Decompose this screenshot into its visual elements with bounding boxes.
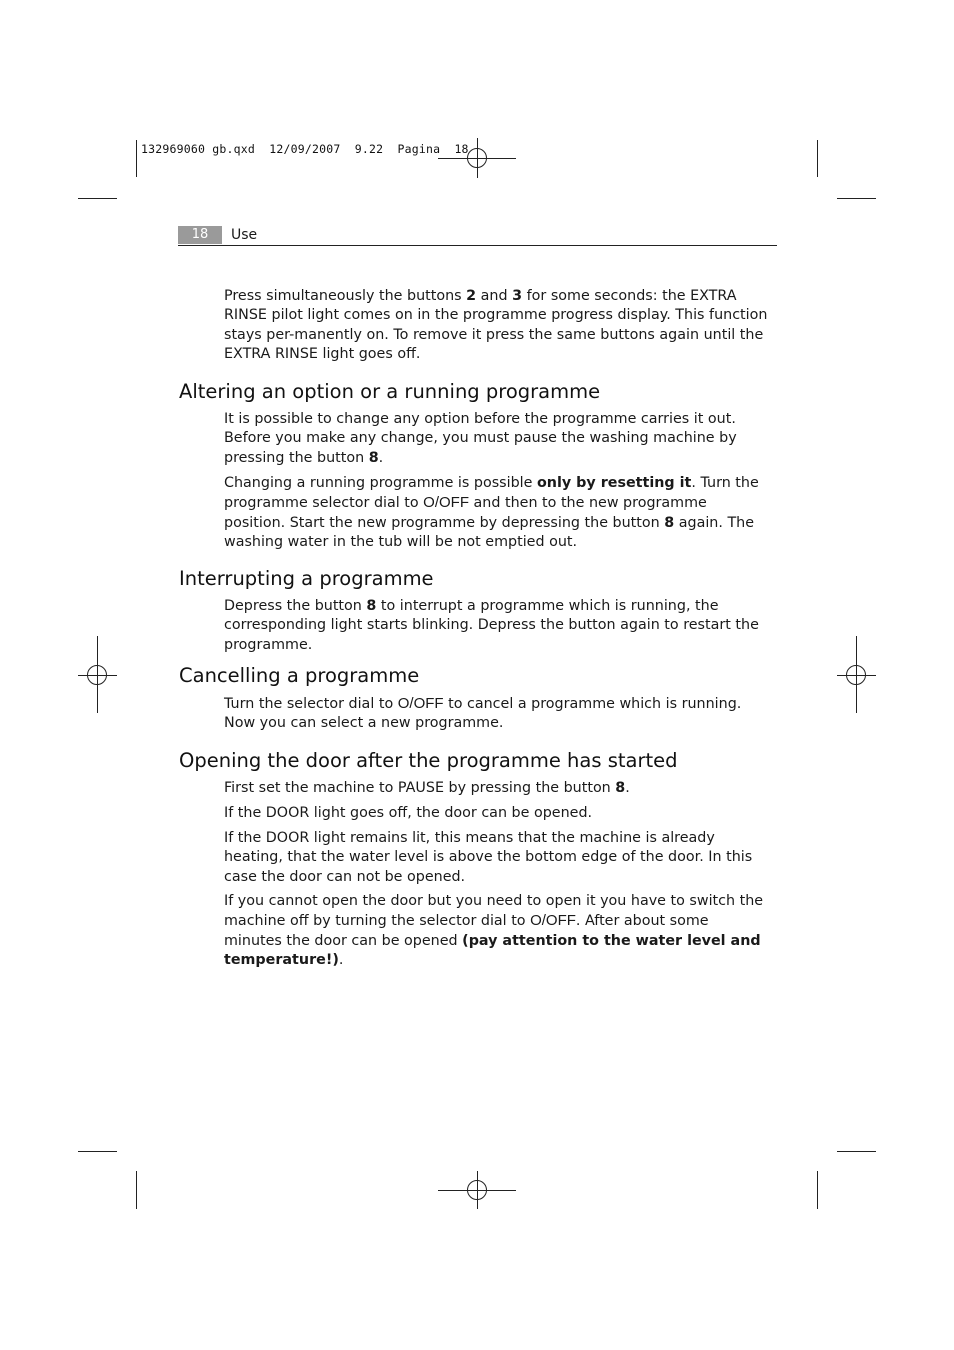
crop-mark-bottom-left-horizontal (78, 1151, 117, 1152)
heading-altering: Altering an option or a running programme (179, 380, 601, 403)
door-paragraph-2: If the DOOR light goes off, the door can be opened. (224, 805, 593, 821)
crop-mark-bottom-right-vertical (817, 1171, 818, 1209)
intro-paragraph: Press simultaneously the buttons 2 and 3 for some seconds: the EXTRA RINSE pilot light comes on in the programme progress display. This function stays per-manently on. To remove it press the same buttons again until the EXTRA RINSE light goes off. (224, 288, 768, 362)
heading-door: Opening the door after the programme has started (179, 749, 678, 772)
print-slug: 132969060 gb.qxd 12/09/2007 9.22 Pagina 18 (141, 142, 469, 156)
heading-interrupting: Interrupting a programme (179, 567, 434, 590)
altering-paragraph-1: It is possible to change any option before the programme carries it out. Before you make any change, you must pause the washing machine by pressing the button 8. (224, 411, 737, 466)
crop-mark-bottom-right-horizontal (837, 1151, 876, 1152)
header-rule (178, 245, 777, 246)
crop-mark-top-right-vertical (817, 140, 818, 177)
crop-mark-top-left-vertical (136, 140, 137, 177)
door-paragraph-4: If you cannot open the door but you need to open it you have to switch the machine off by turning the selector dial to O/OFF. After about some minutes the door can be opened (pay attention to the water level and temperature!). (224, 893, 764, 968)
interrupting-paragraph: Depress the button 8 to interrupt a programme which is running, the corresponding light starts blinking. Depress the button again to restart the programme. (224, 598, 759, 653)
crop-mark-top-left-horizontal (78, 198, 117, 199)
crop-mark-bottom-left-vertical (136, 1171, 137, 1209)
door-paragraph-1: First set the machine to PAUSE by pressing the button 8. (224, 780, 630, 796)
altering-paragraph-2: Changing a running programme is possible only by resetting it. Turn the programme selector dial to O/OFF and then to the new programme position. Start the new programme by depressing the button 8 again. The washing water in the tub will be not emptied out. (224, 475, 759, 550)
heading-cancelling: Cancelling a programme (179, 664, 420, 687)
door-paragraph-3: If the DOOR light remains lit, this means that the machine is already heating, that the water level is above the bottom edge of the door. In this case the door can not be opened. (224, 830, 753, 885)
cancelling-paragraph: Turn the selector dial to O/OFF to cancel a programme which is running. Now you can select a new programme. (224, 695, 742, 732)
page-number: 18 (178, 226, 222, 244)
crop-mark-top-right-horizontal (837, 198, 876, 199)
section-label: Use (231, 227, 258, 243)
